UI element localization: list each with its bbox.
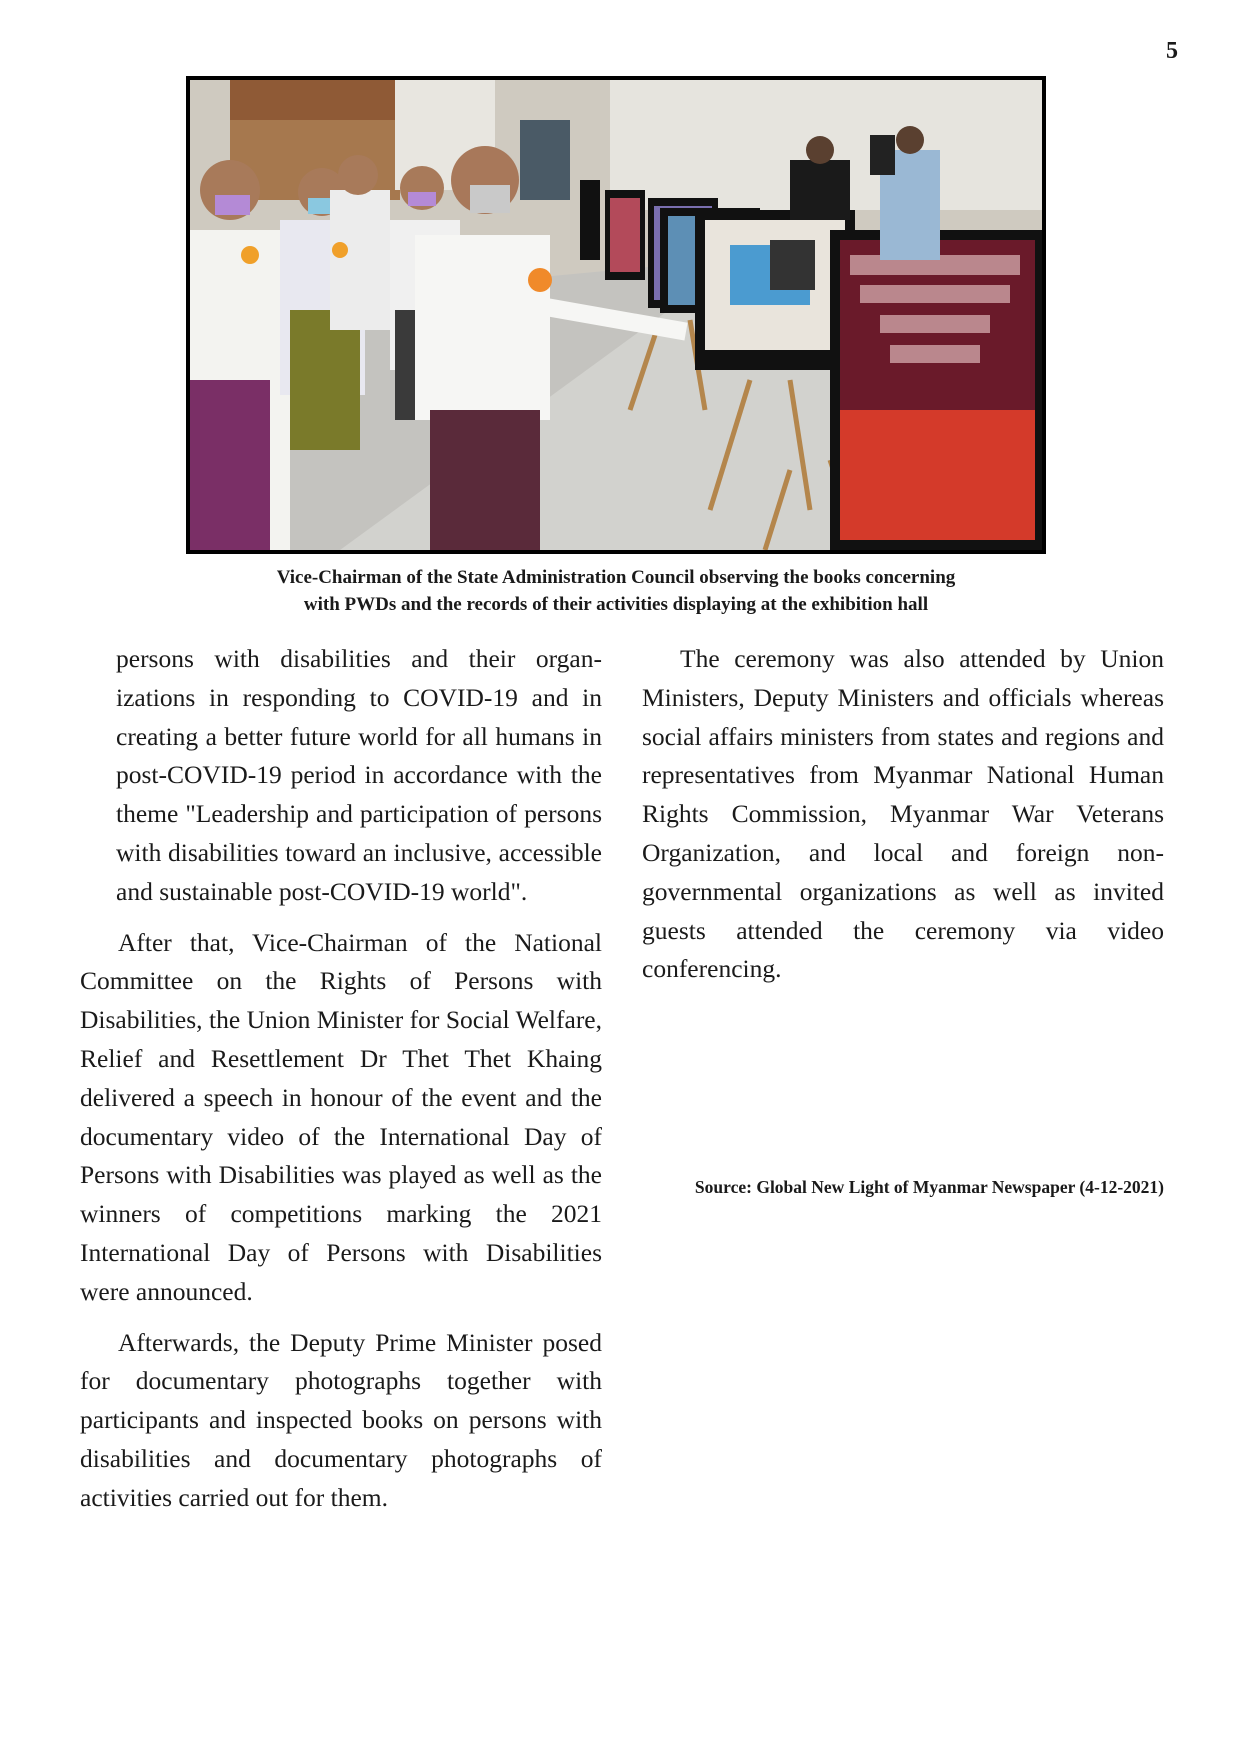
photo-caption bbox=[186, 564, 1046, 618]
paragraph: persons with disabilities and their organizations in responding to COVID-19 and in creating a better future world for all humans in post-COVID-19 period in accordance with the theme "Leadership and participation of persons with disabilities toward an inclusive, accessible and sustainable post-COVID-19 world". bbox=[116, 644, 602, 906]
page-number: 5 bbox=[1166, 38, 1178, 64]
article-column-right bbox=[642, 640, 1164, 1001]
photo-illustration bbox=[190, 80, 1042, 550]
caption-line-2: with PWDs and the records of their activities displaying at the exhibition hall bbox=[303, 594, 929, 615]
exhibition-photo bbox=[186, 76, 1046, 554]
paragraph: The ceremony was also attended by Union Ministers, Deputy Ministers and officials whereas social affairs ministers from states and regions and representatives from Myanmar National Human Rights Commission, Myanmar War Veterans Organization, and local and foreign non-governmental organizations as well as invited guests attended the ceremony via video conferencing. bbox=[642, 644, 1164, 984]
source-credit: Source: Global New Light of Myanmar Newspaper (4-12-2021) bbox=[694, 1177, 1164, 1197]
paragraph: Afterwards, the Deputy Prime Minister posed for documentary photographs together with participants and inspected books on persons with disabilities and documentary photographs of activities carried out for them. bbox=[80, 1327, 602, 1512]
caption-line-1: Vice-Chairman of the State Administration Council observing the books concerning bbox=[276, 567, 956, 588]
paragraph: After that, Vice-Chairman of the National Committee on the Rights of Persons with Disabilities, the Union Minister for Social Welfare, Relief and Resettlement Dr Thet Thet Khaing delivered a speech in honour of the event and the documentary video of the International Day of Persons with Disabilities was played as well as the winners of competitions marking the 2021 International Day of Persons with Disabilities were announced. bbox=[80, 927, 602, 1306]
article-column-left bbox=[80, 640, 602, 1530]
